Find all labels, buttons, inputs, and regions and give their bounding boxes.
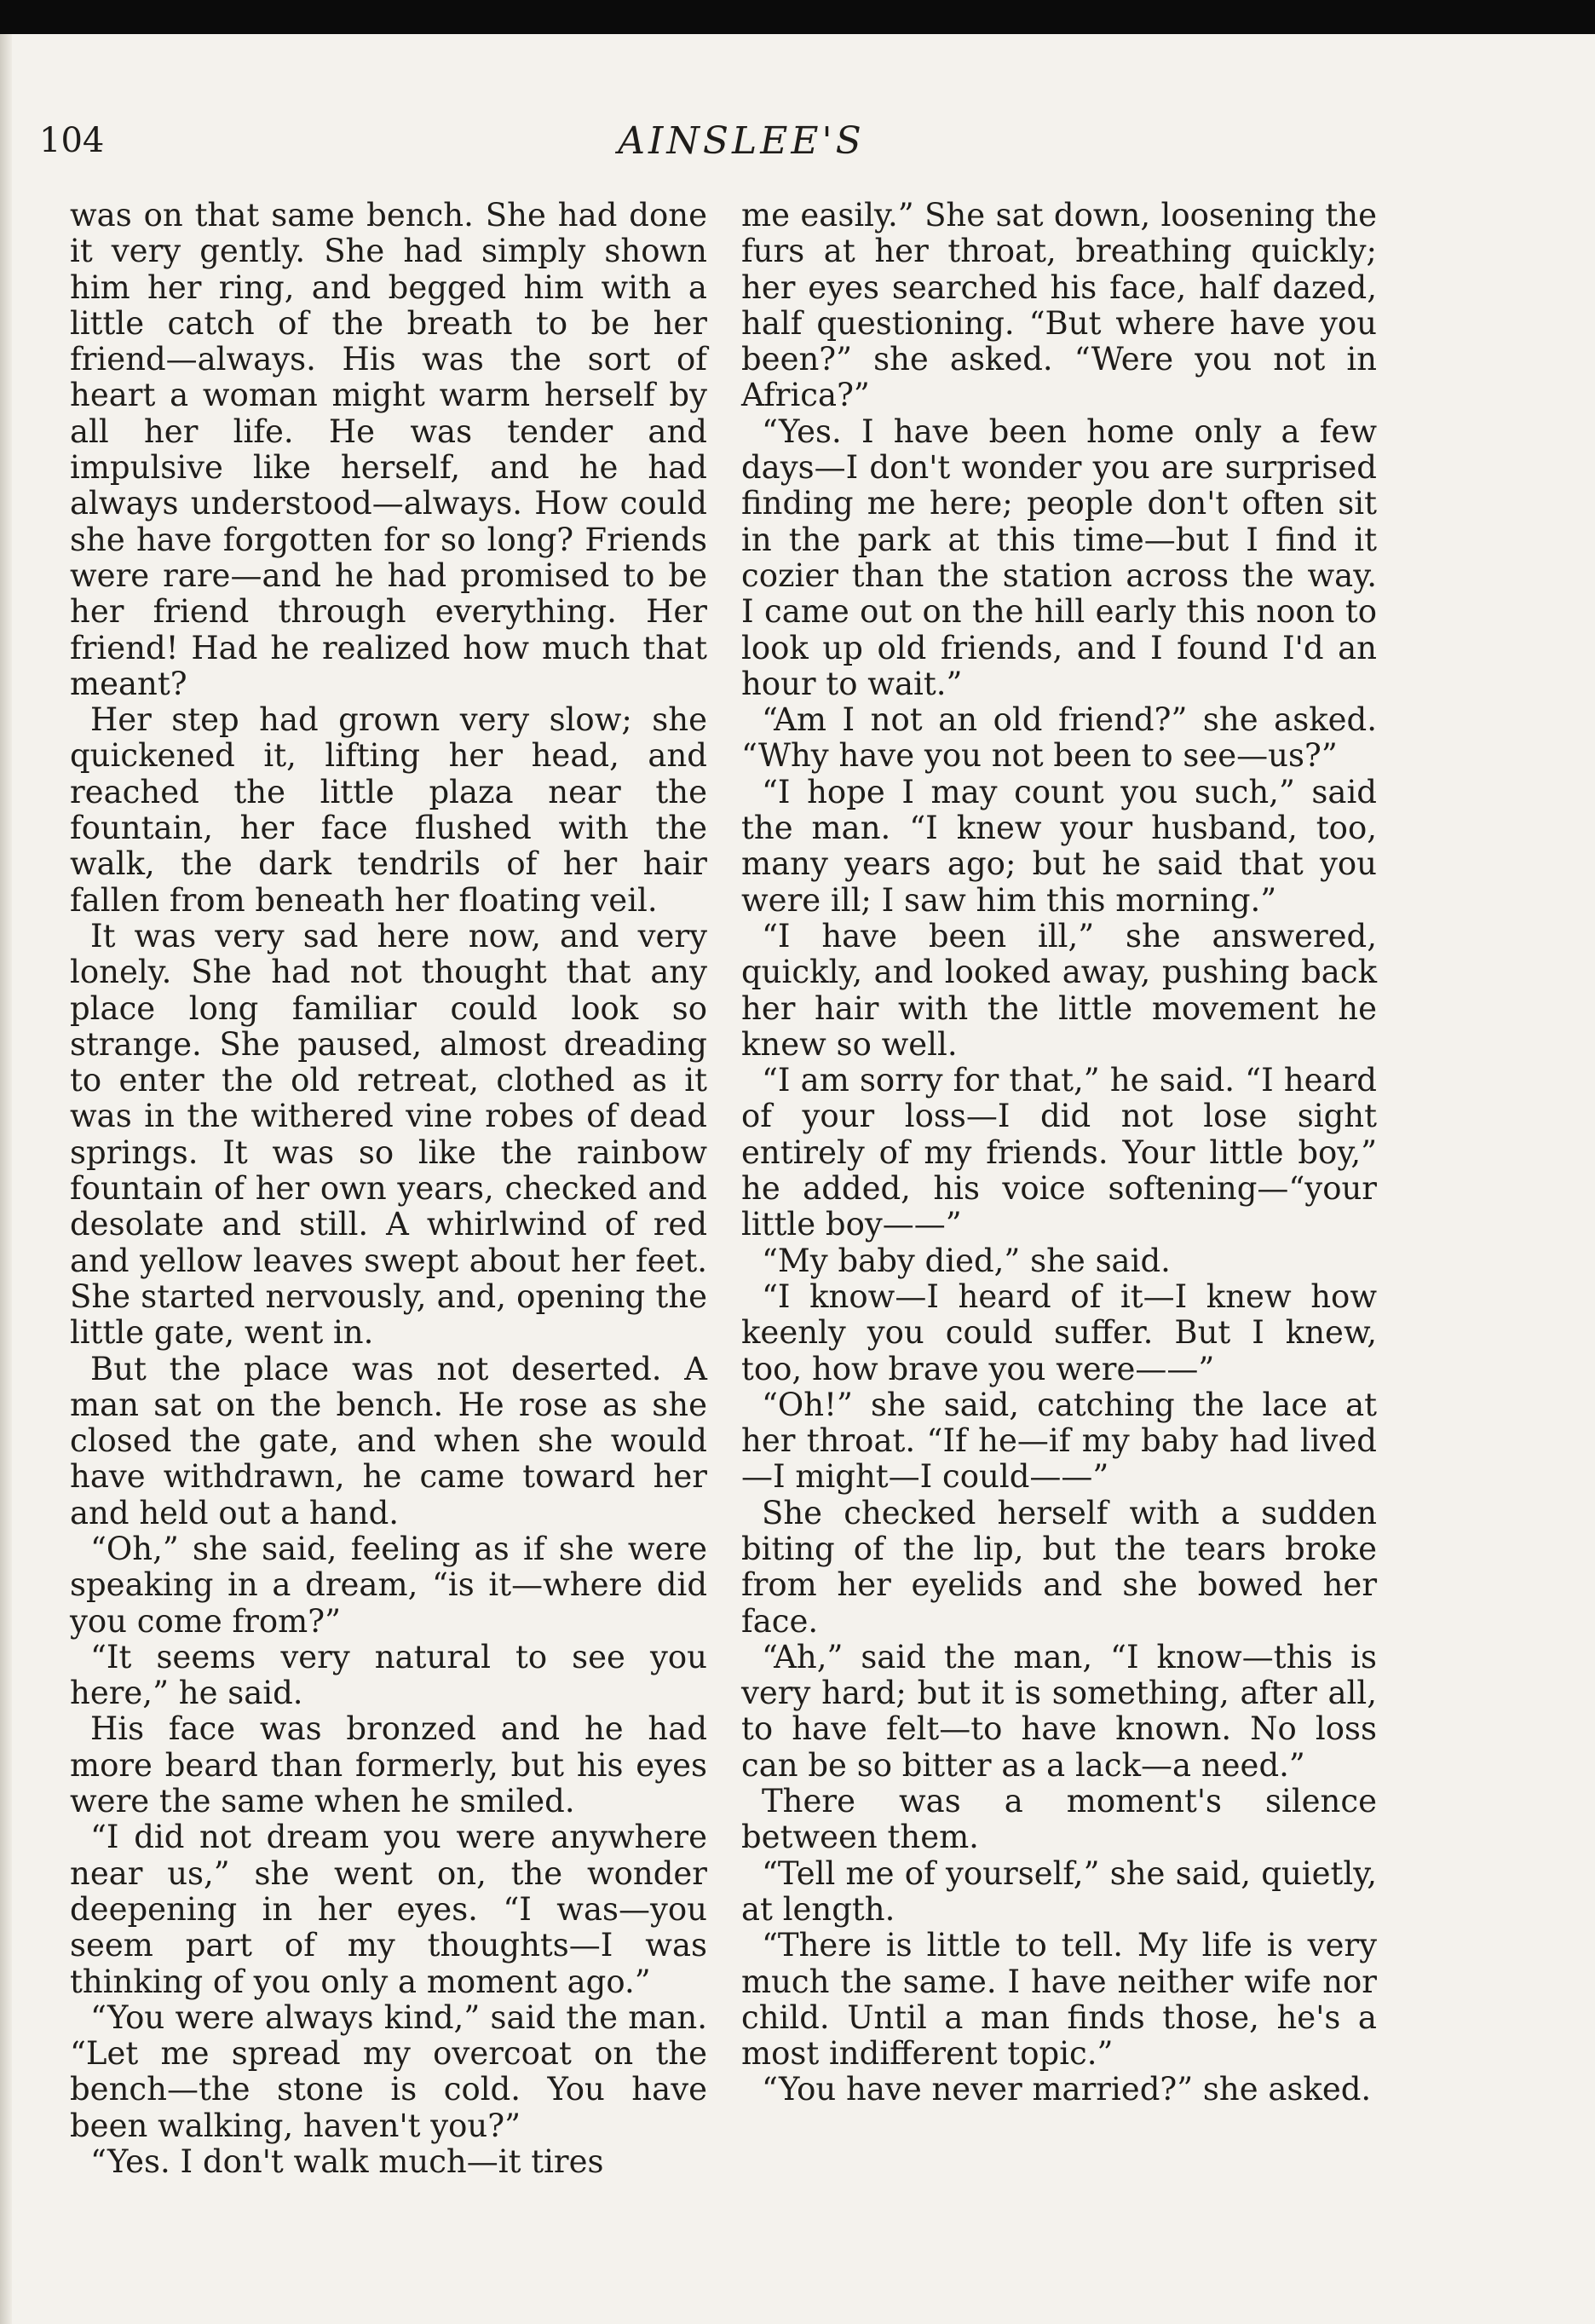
paragraph: “Oh!” she said, catching the lace at her throat. “If he—if my baby had lived—I might—I could——” bbox=[741, 1386, 1377, 1496]
paragraph: “Ah,” said the man, “I know—this is very hard; but it is something, after all, to have felt—to have known. No loss can be so bitter as a lack—a need.” bbox=[741, 1638, 1377, 1784]
paragraph: “You have never married?” she asked. bbox=[762, 2071, 1372, 2108]
paragraph: She checked herself with a sudden biting of the lip, but the tears broke from her eyelids and she bowed her face. bbox=[741, 1494, 1377, 1640]
paragraph: “I know—I heard of it—I knew how keenly you could suffer. But I knew, too, how brave you were——” bbox=[741, 1277, 1377, 1387]
paragraph: “I have been ill,” she answered, quickly, and looked away, pushing back her hair with the little movement he knew so well. bbox=[741, 917, 1377, 1063]
paragraph: But the place was not deserted. A man sat on the bench. He rose as she closed the gate, and when she would have withdrawn, he came toward her and held out a hand. bbox=[70, 1350, 707, 1531]
paragraph: “There is little to tell. My life is very much the same. I have neither wife nor child. Until a man finds those, he's a most indifferent topic.” bbox=[741, 1927, 1377, 2073]
page-number: 104 bbox=[39, 121, 105, 160]
paragraph: “Am I not an old friend?” she asked. “Why have you not been to see—us?” bbox=[741, 701, 1377, 775]
paragraph: “I hope I may count you such,” said the man. “I knew your husband, too, many years ago; but he said that you were ill; I saw him this morning.” bbox=[741, 773, 1377, 919]
scan-left-edge bbox=[0, 34, 12, 2324]
paragraph: “You were always kind,” said the man. “Let me spread my overcoat on the bench—the stone is cold. You have been walking, haven't you?” bbox=[70, 1998, 707, 2144]
paragraph: “Yes. I have been home only a few days—I don't wonder you are surprised finding me here; people don't often sit in the park at this time—but I find it cozier than the station across the way. I came out on the hill early this noon to look up old friends, and I found I'd an hour to wait.” bbox=[741, 412, 1377, 702]
running-head: AINSLEE'S bbox=[618, 119, 865, 163]
paragraph: “It seems very natural to see you here,” he said. bbox=[70, 1638, 707, 1712]
paragraph: me easily.” She sat down, loosening the furs at her throat, breathing quickly; her eyes searched his face, half dazed, half questioning. “But where have you been?” she asked. “Were you not in Africa?” bbox=[741, 197, 1377, 414]
paragraph: It was very sad here now, and very lonely. She had not thought that any place long familiar could look so strange. She paused, almost dreading to enter the old retreat, clothed as it was in the withered vine robes of dead springs. It was so like the rainbow fountain of her own years, checked and desolate and still. A whirlwind of red and yellow leaves swept about her feet. She started nervously, and, opening the little gate, went in. bbox=[70, 917, 707, 1352]
paragraph: His face was bronzed and he had more beard than formerly, but his eyes were the same when he smiled. bbox=[70, 1710, 707, 1820]
paragraph: “Tell me of yourself,” she said, quietly, at length. bbox=[741, 1854, 1377, 1928]
right-column bbox=[741, 198, 1377, 2108]
paragraph: “Yes. I don't walk much—it tires bbox=[90, 2143, 604, 2181]
paragraph: Her step had grown very slow; she quickened it, lifting her head, and reached the little plaza near the fountain, her face flushed with the walk, the dark tendrils of her hair fallen from beneath her floating veil. bbox=[70, 701, 707, 919]
scan-top-border bbox=[0, 0, 1595, 34]
paragraph: There was a moment's silence between them. bbox=[741, 1783, 1377, 1856]
paragraph: “My baby died,” she said. bbox=[762, 1242, 1171, 1279]
paragraph: “I did not dream you were anywhere near us,” she went on, the wonder deepening in her eyes. “I was—you seem part of my thoughts—I was thinking of you only a moment ago.” bbox=[70, 1819, 707, 2000]
paragraph: “Oh,” she said, feeling as if she were speaking in a dream, “is it—where did you come from?” bbox=[70, 1530, 707, 1640]
left-column bbox=[70, 198, 707, 2180]
paragraph: was on that same bench. She had done it very gently. She had simply shown him her ring, and begged him with a little catch of the breath to be her friend—always. His was the sort of heart a woman might warm herself by all her life. He was tender and impulsive like herself, and he had always understood—always. How could she have forgotten for so long? Friends were rare—and he had promised to be her friend through everything. Her friend! Had he realized how much that meant? bbox=[70, 197, 707, 702]
paragraph: “I am sorry for that,” he said. “I heard of your loss—I did not lose sight entirely of my friends. Your little boy,” he added, his voice softening—“your little boy——” bbox=[741, 1062, 1377, 1243]
